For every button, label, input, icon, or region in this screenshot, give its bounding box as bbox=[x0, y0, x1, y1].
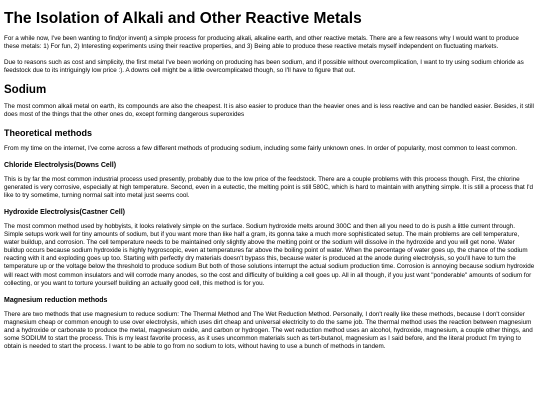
intro-paragraph: Due to reasons such as cost and simplicity, the first metal I've been working on producing has been sodium, and if possible without overcomplication, I want to try using sodium chloride as feedstock due to its intriguingly low price :). A downs cell might be a little overcomplicated though, so I'll have to figure that out. bbox=[4, 59, 524, 75]
magnesium-paragraph: There are two methods that use magnesium to reduce sodium: The Thermal Method and The Wet Reduction Method. Personally, I don't really like these methods, because I don't consider magnesium cheap or common enough to use over electrolysis, which uses dirt cheap and universal electricity to do the same job. The thermal method uses the reaction between magnesium and a hydroxide or carbonate to produce the metal, magnesium oxide, and carbon or hydrogen. The wet reduction method uses an alcohol, hydroxide, magnesium, a couple other things, and some SODIUM to start the process. This is my least favorite process, as it uses uncommon materials such as tert-butanol, magnesium as I said before, and the literal product I'm trying to obtain is needed to start the process. I want to be able to go from no sodium to lots, without having to use a bunch of methods in tandem. bbox=[4, 310, 533, 351]
hydroxide-paragraph: The most common method used by hobbyists, it looks relatively simple on the surface. Sodium hydroxide melts around 300C and then all you need to do is push a little current through. Simple setups work well for tiny amounts of sodium, but if you want more than like half a gram, its gonna take a much more sophisticated setup. The main problems are cell temperature, water buildup, and corrosion. The cell temperature needs to be maintained only slightly above the melting point or the sodium will dissolve in the hydroxide and you will get none. Water buildup occurs because sodium hydroxide is highly hygroscopic, even at temperatures far above the boiling point of water. When the percentage of water goes up, the chance of the sodium reacting with it and exploding goes up too. Starting with perfectly dry materials doesn't bypass this, because water is produced at the anode during electrolysis, so you'll have to turn the temperature up or the voltage below the threshold to produce sodium But both of those solutions interrupt the actual sodium production time. Corrosion is annoying because sodium hydroxide will react with most common insulators and will corrode many anodes, so the cost and difficulty of building a cell goes up. All in all though, if you just want "ponderable" amounts of sodium for collecting, or you want to torture yourself building an actually good cell, this method is for you. bbox=[4, 222, 535, 287]
subsection-heading-methods: Theoretical methods bbox=[4, 127, 93, 138]
method-heading-chloride: Chloride Electrolysis(Downs Cell) bbox=[4, 161, 117, 169]
intro-paragraph: For a while now, I've been wanting to find(or invent) a simple process for producing alkali, alkaline earth, and other reactive metals. There are a few reasons why I would want to produce these metals: 1) For fun, 2) Interesting experiments using their reactive properties, and 3) Being able to produce these reactive metals myself independent on fluctuating markets. bbox=[4, 35, 519, 51]
sodium-paragraph: The most common alkali metal on earth, its compounds are also the cheapest. It is also easier to produce than the heavier ones and is less reactive and can be handled easier. Besides, it still does most of the things that the other ones do, except forming dangerous superoxides bbox=[4, 103, 534, 119]
method-heading-magnesium: Magnesium reduction methods bbox=[4, 296, 108, 304]
section-heading-sodium: Sodium bbox=[4, 84, 47, 97]
methods-paragraph: From my time on the internet, I've come across a few different methods of producing sodium, including some fairly unknown ones. In order of popularity, most common to least common. bbox=[4, 144, 518, 152]
method-heading-hydroxide: Hydroxide Electrolysis(Castner Cell) bbox=[4, 208, 125, 216]
chloride-paragraph: This is by far the most common industrial process used presently, probably due to the low price of the feedstock. There are a couple problems with this process though. First, the chlorine generated is very corrosive, especially at high temperature. Second, even in a eutectic, the melting point is still 580C, which is hard to maintain with anything simple. It is still a process that I'd like to try sometime, turning normal salt into metal just seems cool. bbox=[4, 175, 534, 199]
page-title: The Isolation of Alkali and Other Reactive Metals bbox=[4, 10, 362, 27]
